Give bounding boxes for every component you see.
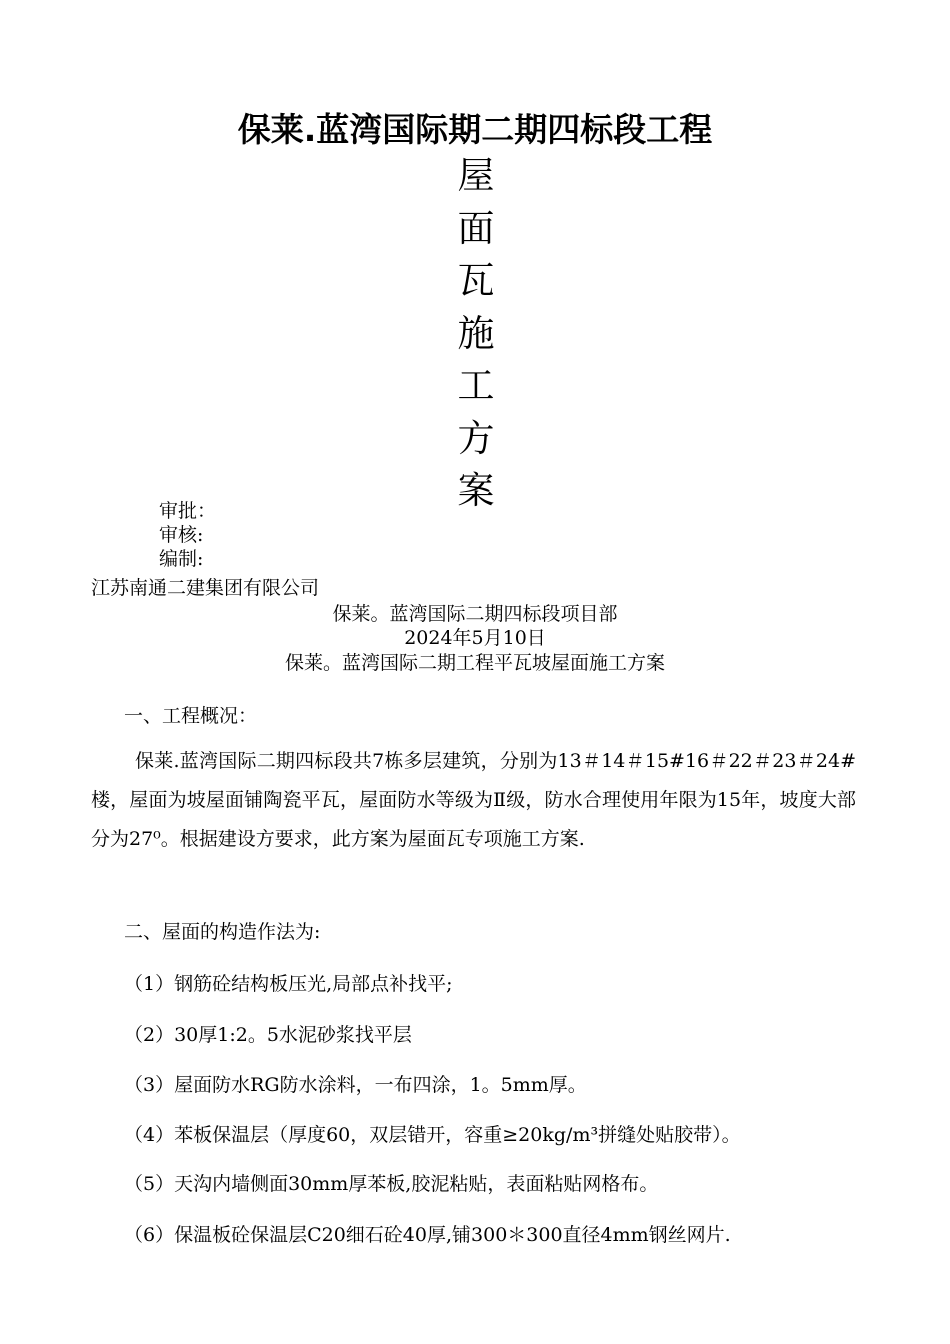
vertical-title	[446, 150, 506, 518]
list-item: （4）苯板保温层（厚度60，双层错开，容重≥20kg/m³拼缝处贴胶带）。	[124, 1124, 741, 1146]
list-item: （1）钢筋砼结构板压光,局部点补找平;	[124, 973, 453, 995]
section-heading-overview: 一、工程概况：	[124, 705, 258, 727]
list-item: （5）天沟内墙侧面30mm厚苯板,胶泥粘贴，表面粘贴网格布。	[124, 1173, 659, 1195]
document-subtitle: 保莱。蓝湾国际二期工程平瓦坡屋面施工方案	[284, 652, 665, 674]
document-date: 2024年5月10日	[404, 627, 546, 649]
project-department: 保莱。蓝湾国际二期四标段项目部	[332, 603, 618, 625]
list-item: （6）保温板砼保温层C20细石砼40厚,铺300＊300直径4mm钢丝网片.	[124, 1224, 731, 1246]
vertical-title-char: 工	[457, 364, 495, 407]
vertical-title-char: 面	[457, 206, 495, 250]
vertical-title-char: 案	[457, 469, 495, 512]
vertical-title-char: 屋	[457, 154, 495, 197]
vertical-title-char: 瓦	[457, 259, 495, 302]
review-label: 审核:	[159, 524, 204, 546]
approve-label: 审批：	[159, 500, 217, 522]
overview-paragraph: 保莱.蓝湾国际二期四标段共7栋多层建筑，分别为13＃14＃15#16＃22＃23＃24#楼，屋面为坡屋面铺陶瓷平瓦，屋面防水等级为Ⅱ级，防水合理使用年限为15年，坡度大部分为27⁰。根据建设方要求，此方案为屋面瓦专项施工方案.	[91, 750, 856, 850]
document-title: 保莱.蓝湾国际期二期四标段工程	[237, 110, 713, 149]
vertical-title-char: 施	[457, 311, 495, 355]
vertical-title-char: 方	[457, 416, 495, 460]
prepare-label: 编制:	[159, 548, 204, 570]
company-name: 江苏南通二建集团有限公司	[91, 577, 320, 599]
list-item: （2）30厚1:2。5水泥砂浆找平层	[124, 1024, 412, 1046]
list-item: （3）屋面防水RG防水涂料，一布四涂，1。5mm厚。	[124, 1074, 587, 1096]
section-heading-construction: 二、屋面的构造作法为:	[124, 921, 321, 943]
